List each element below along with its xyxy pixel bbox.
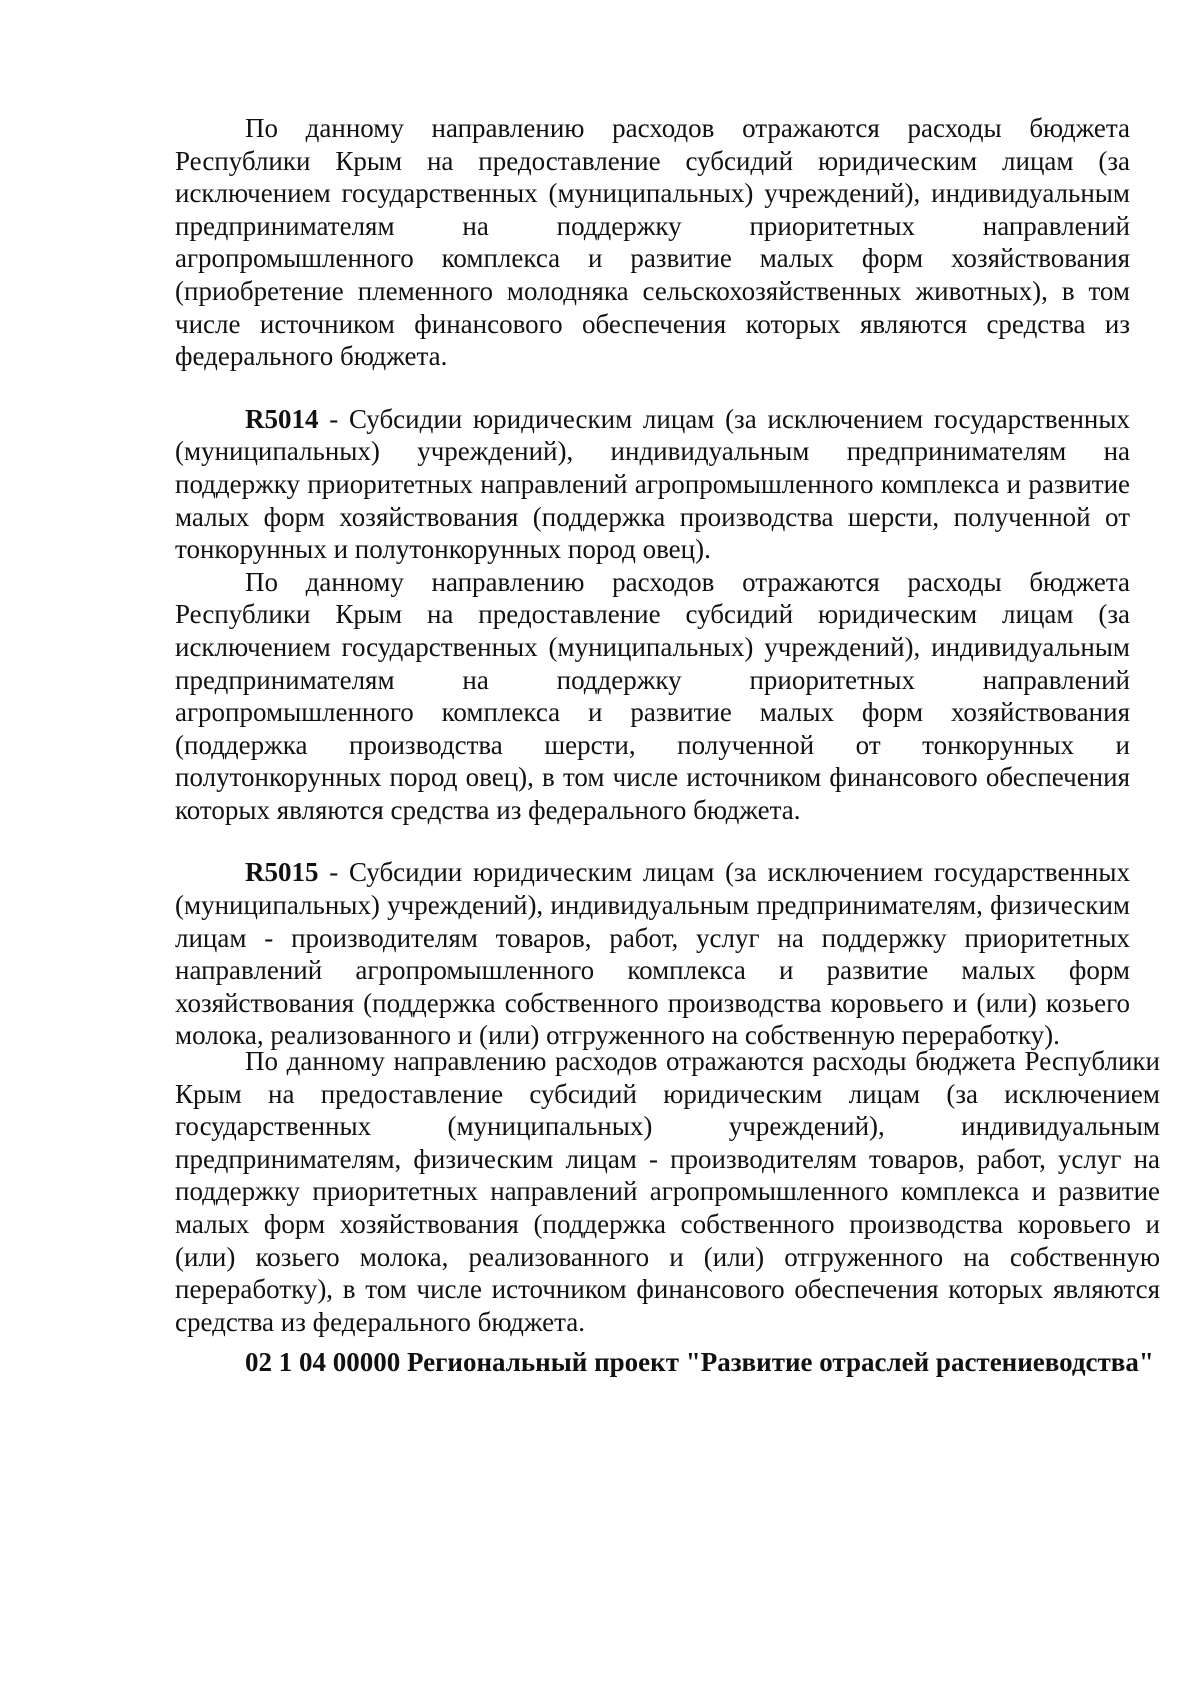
section-heading: 02 1 04 00000 Региональный проект "Развитие отраслей растениеводства": [245, 1347, 1154, 1378]
paragraph-gap: [175, 373, 1130, 403]
document-body: [175, 112, 1130, 1052]
paragraph-description-2: По данному направлению расходов отражаются расходы бюджета Республики Крым на предоставление субсидий юридическим лицам (за исключением государственных (муниципальных) учреждений), индивидуальным предпринимателям на поддержку приоритетных направлений агропромышленного комплекса и развитие малых форм хозяйствования (поддержка производства шерсти, полученной от тонкорунных и полутонкорунных пород овец), в том числе источником финансового обеспечения которых являются средства из федерального бюджета.: [175, 566, 1130, 825]
r5014-text: - Субсидии юридическим лицам (за исключением государственных (муниципальных) учреждений), индивидуальным предпринимателям на поддержку приоритетных направлений агропромышленного комплекса и развитие малых форм хозяйствования (поддержка производства шерсти, полученной от тонкорунных и полутонкорунных пород овец).: [175, 403, 1130, 565]
code-r5015: R5015: [245, 857, 319, 888]
paragraph-description-3: По данному направлению расходов отражаются расходы бюджета Республики Крым на предоставление субсидий юридическим лицам (за исключением государственных (муниципальных) учреждений), индивидуальным предпринимателям, физическим лицам - производителям товаров, работ, услуг на поддержку приоритетных направлений агропромышленного комплекса и развитие малых форм хозяйствования (поддержка собственного производства коровьего и (или) козьего молока, реализованного и (или) отгруженного на собственную переработку), в том числе источником финансового обеспечения которых являются средства из федерального бюджета.: [175, 1046, 1160, 1337]
r5015-text: - Субсидии юридическим лицам (за исключением государственных (муниципальных) учреждений), индивидуальным предпринимателям, физическим лицам - производителям товаров, работ, услуг на поддержку приоритетных направлений агропромышленного комплекса и развитие малых форм хозяйствования (поддержка собственного производства коровьего и (или) козьего молока, реализованного и (или) отгруженного на собственную переработку).: [175, 857, 1130, 1051]
heading-gap: [175, 1338, 1160, 1346]
paragraph-description-1: По данному направлению расходов отражаются расходы бюджета Республики Крым на предоставление субсидий юридическим лицам (за исключением государственных (муниципальных) учреждений), индивидуальным предпринимателям на поддержку приоритетных направлений агропромышленного комплекса и развитие малых форм хозяйствования (приобретение племенного молодняка сельскохозяйственных животных), в том числе источником финансового обеспечения которых являются средства из федерального бюджета.: [175, 113, 1130, 372]
code-r5014: R5014: [245, 403, 319, 434]
document-body-lower: [175, 1045, 1160, 1379]
paragraph-r5014: [175, 403, 1130, 566]
paragraph-r5015: [175, 856, 1130, 1052]
paragraph-gap: [175, 826, 1130, 856]
